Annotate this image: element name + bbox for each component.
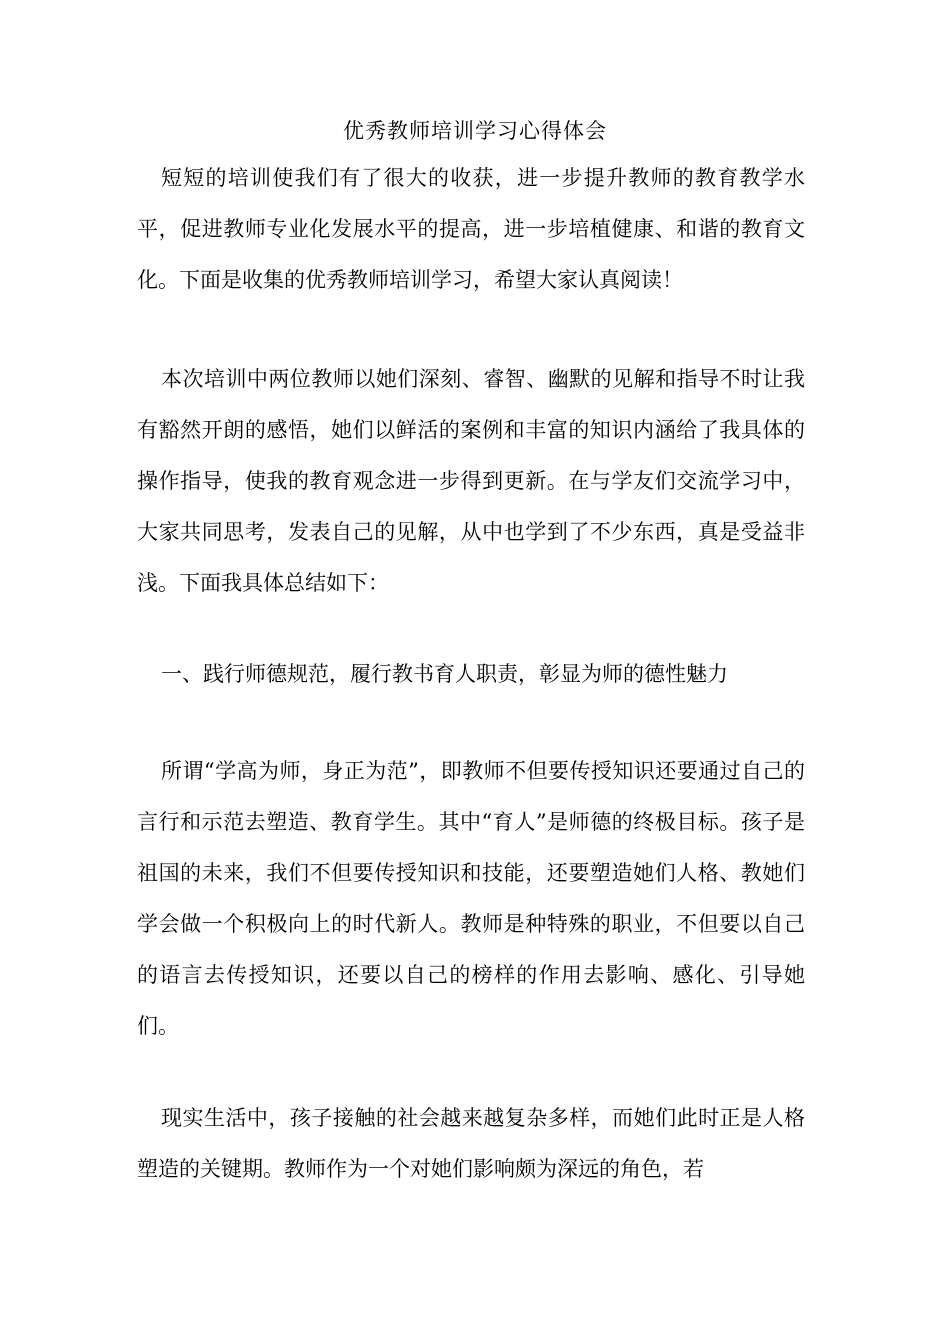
section-heading: 一、践行师德规范，履行教书育人职责，彰显为师的德性魅力 xyxy=(161,662,728,686)
body-paragraph: 本次培训中两位教师以她们深刻、睿智、幽默的见解和指导不时让我有豁然开朗的感悟，她们以鲜活的案例和丰富的知识内涵给了我具体的操作指导，使我的教育观念进一步得到更新。在与学友们交流学习中，大家共同思考，发表自己的见解，从中也学到了不少东西，真是受益非浅。下面我具体总结如下： xyxy=(137,367,805,595)
body-paragraph: 所谓“学高为师，身正为范”，即教师不但要传授知识还要通过自己的言行和示范去塑造、教育学生。其中“育人”是师德的终极目标。孩子是祖国的未来，我们不但要传授知识和技能，还要塑造她们人格、教她们学会做一个积极向上的时代新人。教师是种特殊的职业，不但要以自己的语言去传授知识，还要以自己的榜样的作用去影响、感化、引导她们。 xyxy=(137,759,805,1038)
body-paragraph: 现实生活中，孩子接触的社会越来越复杂多样，而她们此时正是人格塑造的关键期。教师作为一个对她们影响颇为深远的角色，若 xyxy=(137,1106,805,1181)
document-title: 优秀教师培训学习心得体会 xyxy=(343,119,607,143)
intro-paragraph: 短短的培训使我们有了很大的收获，进一步提升教师的教育教学水平，促进教师专业化发展水平的提高，进一步培植健康、和谐的教育文化。下面是收集的优秀教师培训学习，希望大家认真阅读！ xyxy=(137,166,805,292)
